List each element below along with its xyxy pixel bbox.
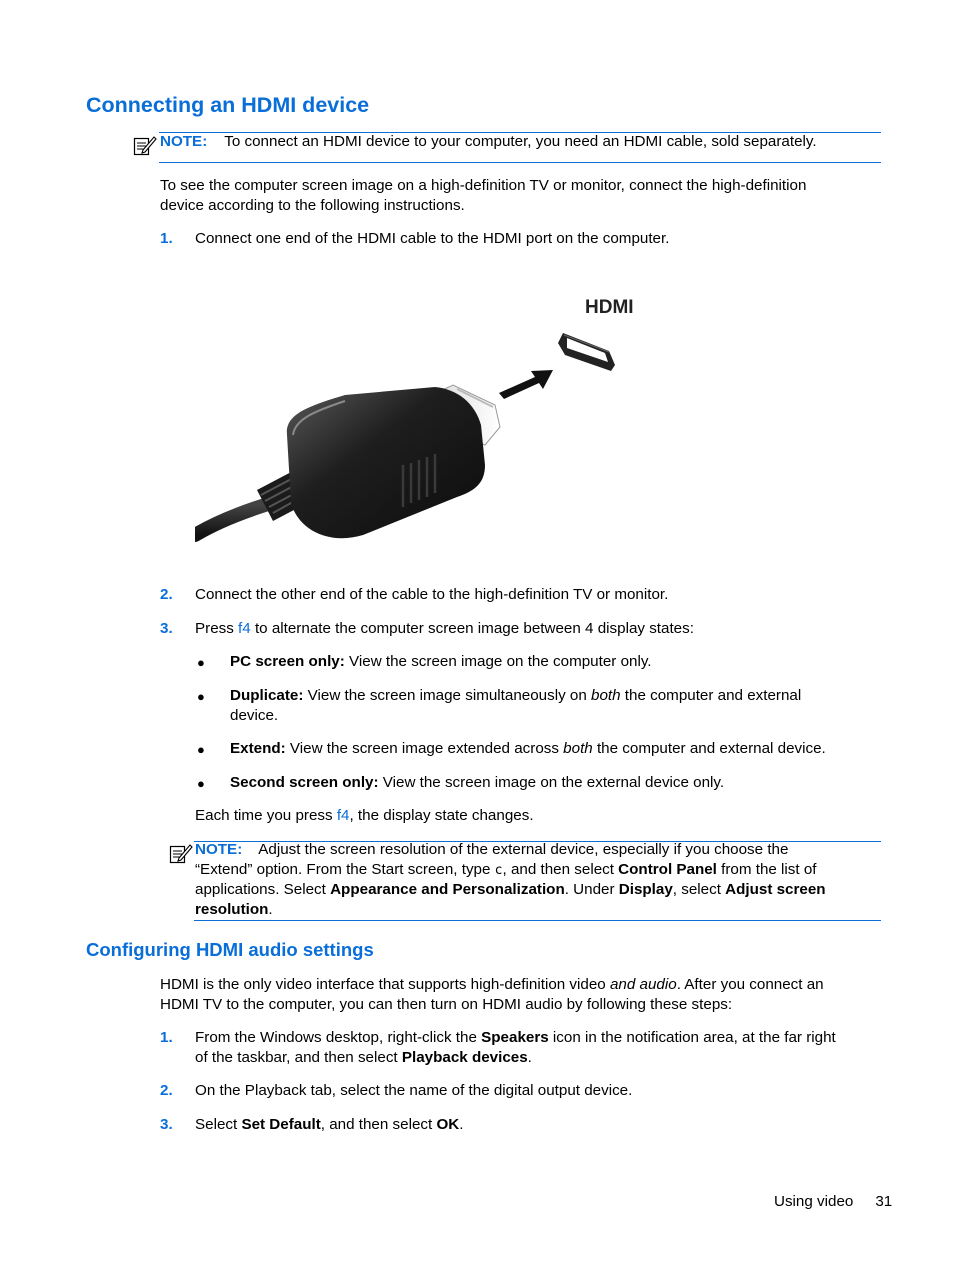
bullet-marker: ● bbox=[197, 776, 205, 791]
bullet-item: Second screen only: View the screen image on the external device only. bbox=[230, 774, 725, 791]
step-number: 1. bbox=[160, 230, 173, 247]
note-icon bbox=[169, 843, 193, 865]
note-1 bbox=[160, 132, 817, 152]
step-text: Connect the other end of the cable to the high-definition TV or monitor. bbox=[195, 586, 669, 603]
connector-body-icon bbox=[287, 387, 485, 538]
step-text: From the Windows desktop, right-click the Speakers icon in the notification area, at the far right of the taskbar, and then select Playback devices. bbox=[195, 1029, 836, 1066]
step-number: 2. bbox=[160, 1082, 173, 1099]
bullet-marker: ● bbox=[197, 689, 205, 704]
bullet-item: Extend: View the screen image extended across both the computer and external device. bbox=[230, 740, 826, 757]
step-text: Select Set Default, and then select OK. bbox=[195, 1116, 464, 1133]
footer bbox=[774, 1192, 892, 1212]
intro-paragraph bbox=[160, 176, 806, 215]
step-text: Connect one end of the HDMI cable to the HDMI port on the computer. bbox=[195, 230, 670, 247]
bullet-marker: ● bbox=[197, 655, 205, 670]
note-bottom-rule bbox=[159, 162, 881, 163]
note-icon bbox=[133, 135, 157, 157]
note-bottom-rule bbox=[194, 920, 881, 921]
each-time-text: Each time you press f4, the display state changes. bbox=[195, 807, 534, 824]
hdmi-cable-figure bbox=[195, 285, 665, 570]
footer-section: Using video bbox=[774, 1193, 854, 1210]
bullet-marker: ● bbox=[197, 742, 205, 757]
f4-key-link[interactable]: f4 bbox=[238, 620, 251, 637]
audio-intro-paragraph: HDMI is the only video interface that supports high-definition video and audio. After you connect an HDMI TV to the computer, you can then turn on HDMI audio by following these steps: bbox=[160, 976, 824, 1013]
note-2: NOTE: Adjust the screen resolution of the external device, especially if you choose the “Extend” option. From the Start screen, type c, and then select Control Panel from the list of applications. Select Appearance and Personalization. Under Display, select Adjust screen resolution. bbox=[195, 841, 826, 918]
step-text: Press f4 to alternate the computer screen image between 4 display states: bbox=[195, 620, 694, 637]
page-number: 31 bbox=[875, 1193, 893, 1210]
step-text: On the Playback tab, select the name of the digital output device. bbox=[195, 1082, 633, 1099]
bullet-item: Duplicate: View the screen image simultaneously on both the computer and external device. bbox=[230, 687, 802, 724]
hdmi-port-icon bbox=[558, 333, 615, 371]
intro-line: To see the computer screen image on a high-definition TV or monitor, connect the high-definition bbox=[160, 177, 807, 194]
page-title: Connecting an HDMI device bbox=[86, 93, 370, 117]
bullet-item: PC screen only: View the screen image on the computer only. bbox=[230, 653, 652, 670]
step-number: 3. bbox=[160, 620, 173, 637]
section-heading: Configuring HDMI audio settings bbox=[86, 939, 374, 960]
hdmi-label: HDMI bbox=[585, 297, 634, 318]
step-number: 2. bbox=[160, 586, 173, 603]
note-text: To connect an HDMI device to your computer, you need an HDMI cable, sold separately. bbox=[224, 133, 817, 150]
note-label: NOTE: bbox=[160, 133, 208, 150]
intro-line: device according to the following instructions. bbox=[160, 196, 465, 214]
step-number: 1. bbox=[160, 1029, 173, 1046]
step-number: 3. bbox=[160, 1116, 173, 1133]
arrow-icon bbox=[499, 370, 553, 399]
f4-key-link[interactable]: f4 bbox=[336, 807, 350, 824]
